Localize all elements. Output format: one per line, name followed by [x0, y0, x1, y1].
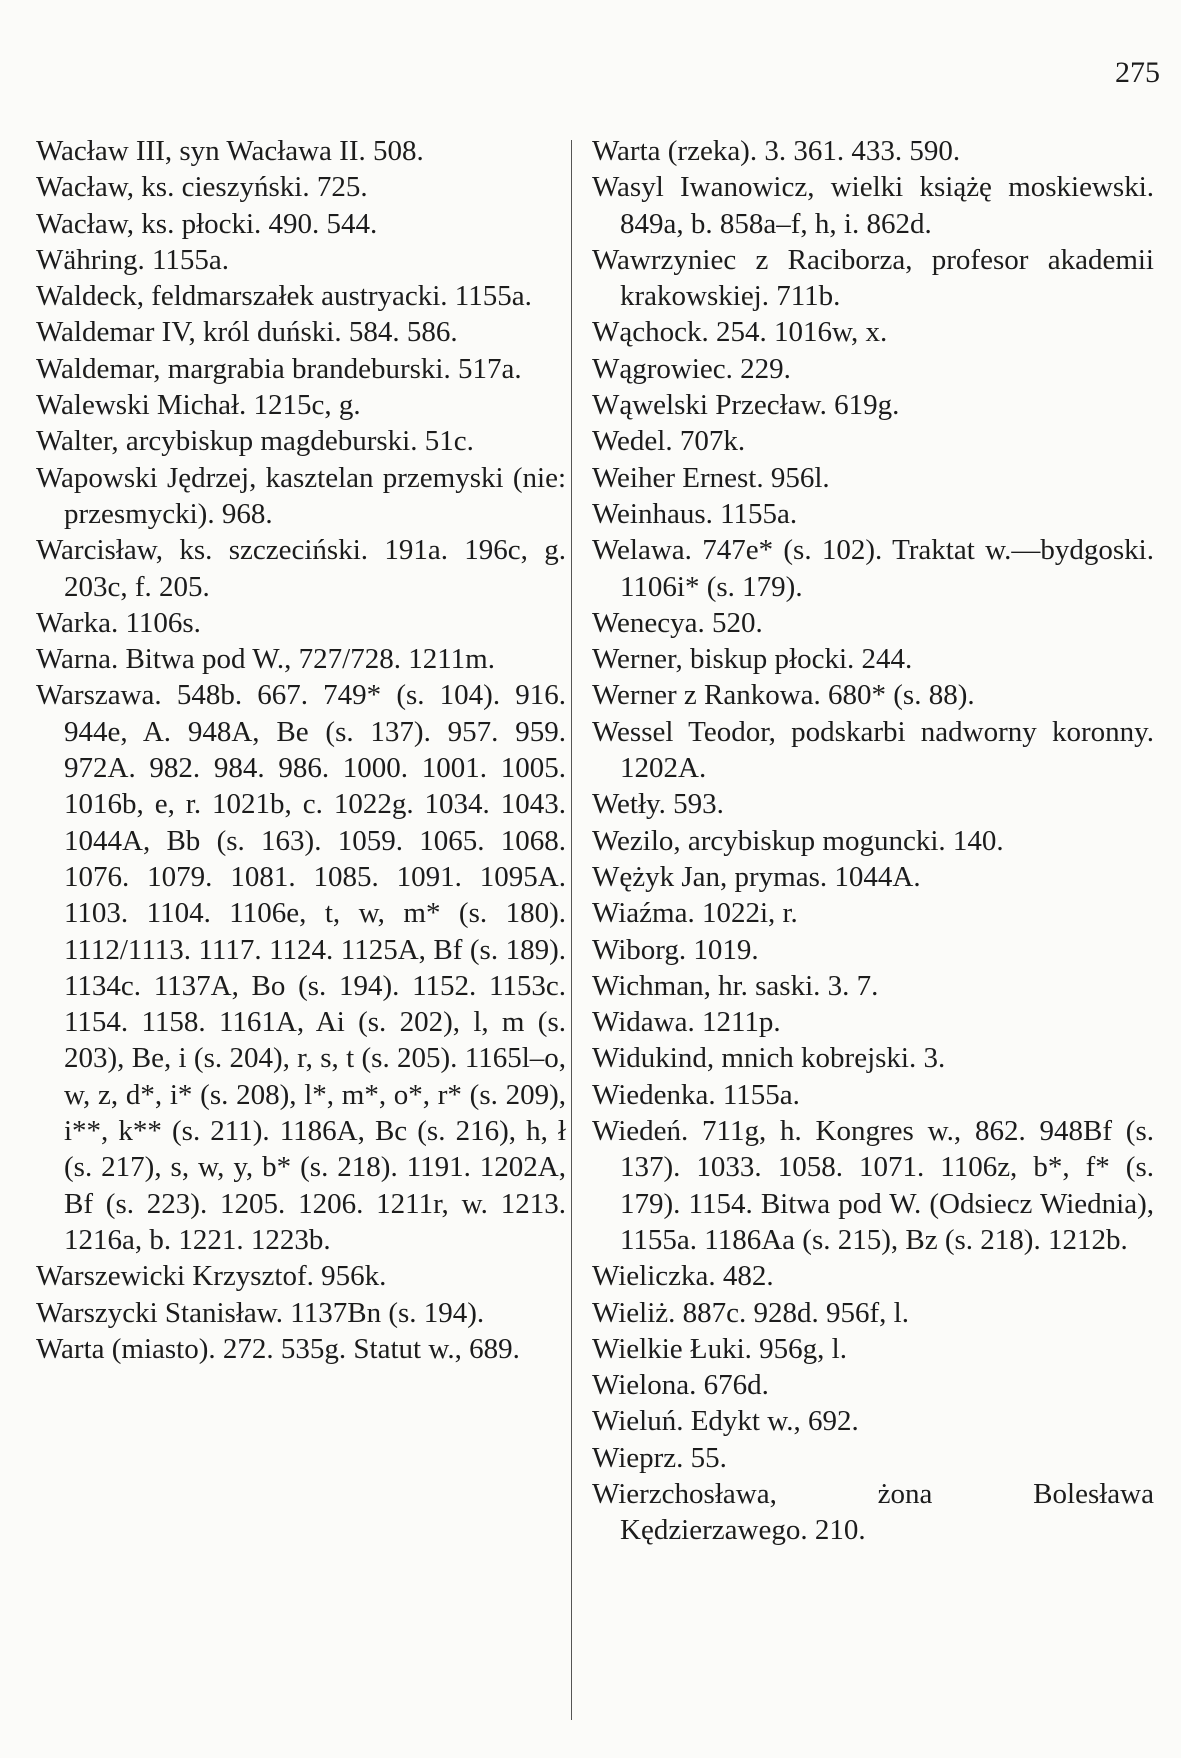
index-entry: Welawa. 747e* (s. 102). Traktat w.—bydgoski. 1106i* (s. 179).: [592, 534, 1154, 603]
index-entry: Wacław, ks. płocki. 490. 544.: [36, 207, 378, 240]
index-entry: Warszycki Stanisław. 1137Bn (s. 194).: [36, 1296, 485, 1329]
index-entry: Werner z Rankowa. 680* (s. 88).: [592, 679, 975, 712]
index-column-right: [592, 133, 1154, 1549]
index-entry: Warcisław, ks. szczeciński. 191a. 196c, g. 203c, f. 205.: [36, 534, 566, 603]
index-entry: Wedel. 707k.: [592, 425, 746, 458]
index-entry: Wieliż. 887c. 928d. 956f, l.: [592, 1296, 909, 1329]
index-entry: Warna. Bitwa pod W., 727/728. 1211m.: [36, 643, 495, 676]
index-entry: Wacław, ks. cieszyński. 725.: [36, 171, 368, 204]
index-entry: Wichman, hr. saski. 3. 7.: [592, 969, 879, 1002]
index-entry: Wenecya. 520.: [592, 606, 763, 639]
index-entry: Waldeck, feldmarszałek austryacki. 1155a.: [36, 280, 532, 313]
index-entry: Waldemar, margrabia brandeburski. 517a.: [36, 352, 522, 385]
index-entry: Wawrzyniec z Raciborza, profesor akademii krakowskiej. 711b.: [592, 243, 1154, 313]
index-entry: Wapowski Jędrzej, kasztelan przemyski (nie: przesmycki). 968.: [36, 461, 566, 530]
index-entry: Wiedeń. 711g, h. Kongres w., 862. 948Bf (s. 137). 1033. 1058. 1071. 1106z, b*, f* (s. 179). 1154. Bitwa pod W. (Odsiecz Wiednia), 1155a. 1186Aa (s. 215), Bz (s. 218). 1212b.: [592, 1115, 1154, 1256]
index-entry: Weinhaus. 1155a.: [592, 497, 798, 530]
index-entry: Wieluń. Edykt w., 692.: [592, 1405, 859, 1438]
index-entry: Wągrowiec. 229.: [592, 352, 791, 385]
index-entry: Warta (miasto). 272. 535g. Statut w., 689.: [36, 1332, 520, 1365]
index-entry: Wierzchosława, żona Bolesława Kędzierzawego. 210.: [592, 1477, 1154, 1547]
index-entry: Wieprz. 55.: [592, 1441, 727, 1474]
index-entry: Wieliczka. 482.: [592, 1260, 774, 1293]
index-entry: Warta (rzeka). 3. 361. 433. 590.: [592, 135, 961, 167]
index-entry: Wessel Teodor, podskarbi nadworny koronny. 1202A.: [592, 715, 1154, 785]
index-entry: Warka. 1106s.: [36, 606, 201, 639]
index-entry: Werner, biskup płocki. 244.: [592, 643, 913, 676]
index-column-left: [36, 133, 566, 1367]
index-entry: Wielkie Łuki. 956g, l.: [592, 1332, 847, 1365]
index-entry: Widukind, mnich kobrejski. 3.: [592, 1042, 946, 1075]
index-entry: Wasyl Iwanowicz, wielki książę moskiewski. 849a, b. 858a–f, h, i. 862d.: [592, 171, 1154, 240]
index-entry: Walewski Michał. 1215c, g.: [36, 389, 361, 422]
index-entry: Wielona. 676d.: [592, 1369, 769, 1402]
column-divider: [571, 140, 572, 1720]
index-entry: Widawa. 1211p.: [592, 1006, 781, 1039]
index-entry: Wiaźma. 1022i, r.: [592, 897, 798, 930]
index-entry: Warszewicki Krzysztof. 956k.: [36, 1260, 387, 1293]
page-number: 275: [1115, 56, 1160, 89]
index-entry: Währing. 1155a.: [36, 243, 230, 276]
index-entry: Wąchock. 254. 1016w, x.: [592, 316, 888, 349]
index-entry: Wacław III, syn Wacława II. 508.: [36, 135, 424, 167]
index-entry: Wezilo, arcybiskup moguncki. 140.: [592, 824, 1004, 857]
index-entry: Walter, arcybiskup magdeburski. 51c.: [36, 425, 474, 458]
index-entry: Wiedenka. 1155a.: [592, 1078, 800, 1111]
index-entry: Waldemar IV, król duński. 584. 586.: [36, 316, 458, 349]
index-entry: Wąwelski Przecław. 619g.: [592, 389, 900, 422]
index-entry: Weiher Ernest. 956l.: [592, 461, 830, 494]
index-entry: Wężyk Jan, prymas. 1044A.: [592, 860, 921, 893]
index-entry: Wetły. 593.: [592, 788, 724, 821]
index-entry: Wiborg. 1019.: [592, 933, 759, 966]
index-entry: Warszawa. 548b. 667. 749* (s. 104). 916. 944e, A. 948A, Be (s. 137). 957. 959. 972A. 982. 984. 986. 1000. 1001. 1005. 1016b, e, r. 1021b, c. 1022g. 1034. 1043. 1044A, Bb (s. 163). 1059. 1065. 1068. 1076. 1079. 1081. 1085. 1091. 1095A. 1103. 1104. 1106e, t, w, m* (s. 180). 1112/1113. 1117. 1124. 1125A, Bf (s. 189). 1134c. 1137A, Bo (s. 194). 1152. 1153c. 1154. 1158. 1161A, Ai (s. 202), l, m (s. 203), Be, i (s. 204), r, s, t (s. 205). 1165l–o, w, z, d*, i* (s. 208), l*, m*, o*, r* (s. 209), i**, k** (s. 211). 1186A, Bc (s. 216), h, ł (s. 217), s, w, y, b* (s. 218). 1191. 1202A, Bf (s. 223). 1205. 1206. 1211r, w. 1213. 1216a, b. 1221. 1223b.: [36, 679, 566, 1256]
